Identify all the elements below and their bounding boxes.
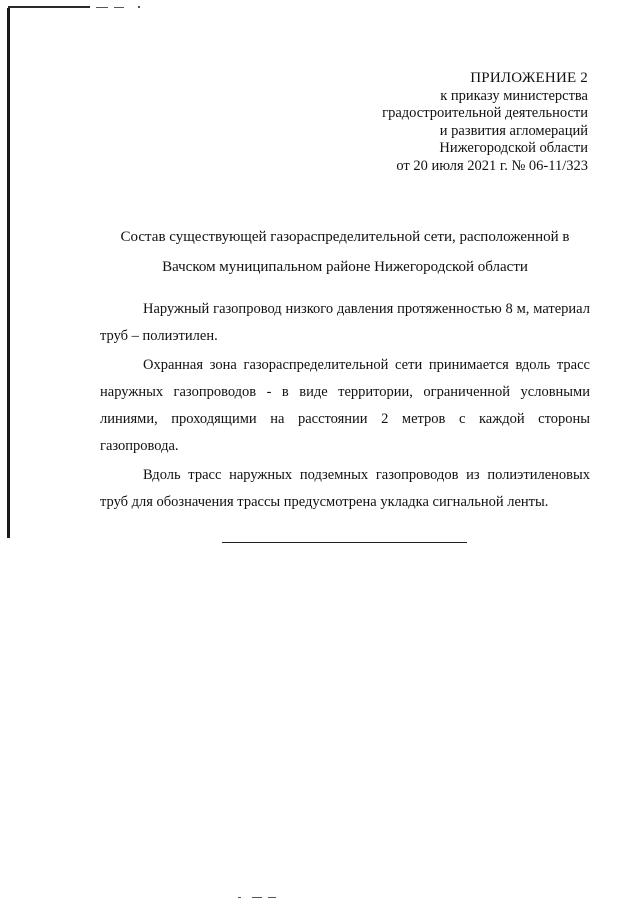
scan-speck [114,7,124,8]
heading-line: Вачском муниципальном районе Нижегородской области [162,259,528,275]
appendix-line: и развития агломераций [439,122,588,139]
appendix-line: к приказу министерства [440,87,588,104]
document-body [100,296,590,516]
scan-speck [252,897,262,898]
scan-edge-top [8,6,90,8]
paragraph-pipeline: Наружный газопровод низкого давления протяженностью 8 м, материал труб – полиэтилен. [100,301,590,344]
scan-speck [138,6,140,8]
appendix-line: градостроительной деятельности [382,105,588,121]
scan-speck [268,897,276,898]
scan-edge-left [7,8,10,538]
appendix-order-date: от 20 июля 2021 г. № 06-11/323 [396,157,588,174]
paragraph-signal-tape: Вдоль трасс наружных подземных газопроводов из полиэтиленовых труб для обозначения трассы предусмотрена укладка сигнальной ленты. [100,467,590,510]
paragraph-protection-zone: Охранная зона газораспределительной сети принимается вдоль трасс наружных газопроводов - в виде территории, ограниченной условными линиями, проходящими на расстоянии 2 метров с каждой стороны газопровода. [100,357,590,454]
scan-speck [96,7,108,8]
appendix-line: Нижегородской области [439,140,588,156]
document-heading [100,222,590,282]
closing-divider [222,542,467,543]
appendix-header [382,70,588,175]
appendix-title: ПРИЛОЖЕНИЕ 2 [470,70,588,86]
scan-speck [238,897,241,898]
heading-line: Состав существующей газораспределительной сети, расположенной в [120,229,570,245]
